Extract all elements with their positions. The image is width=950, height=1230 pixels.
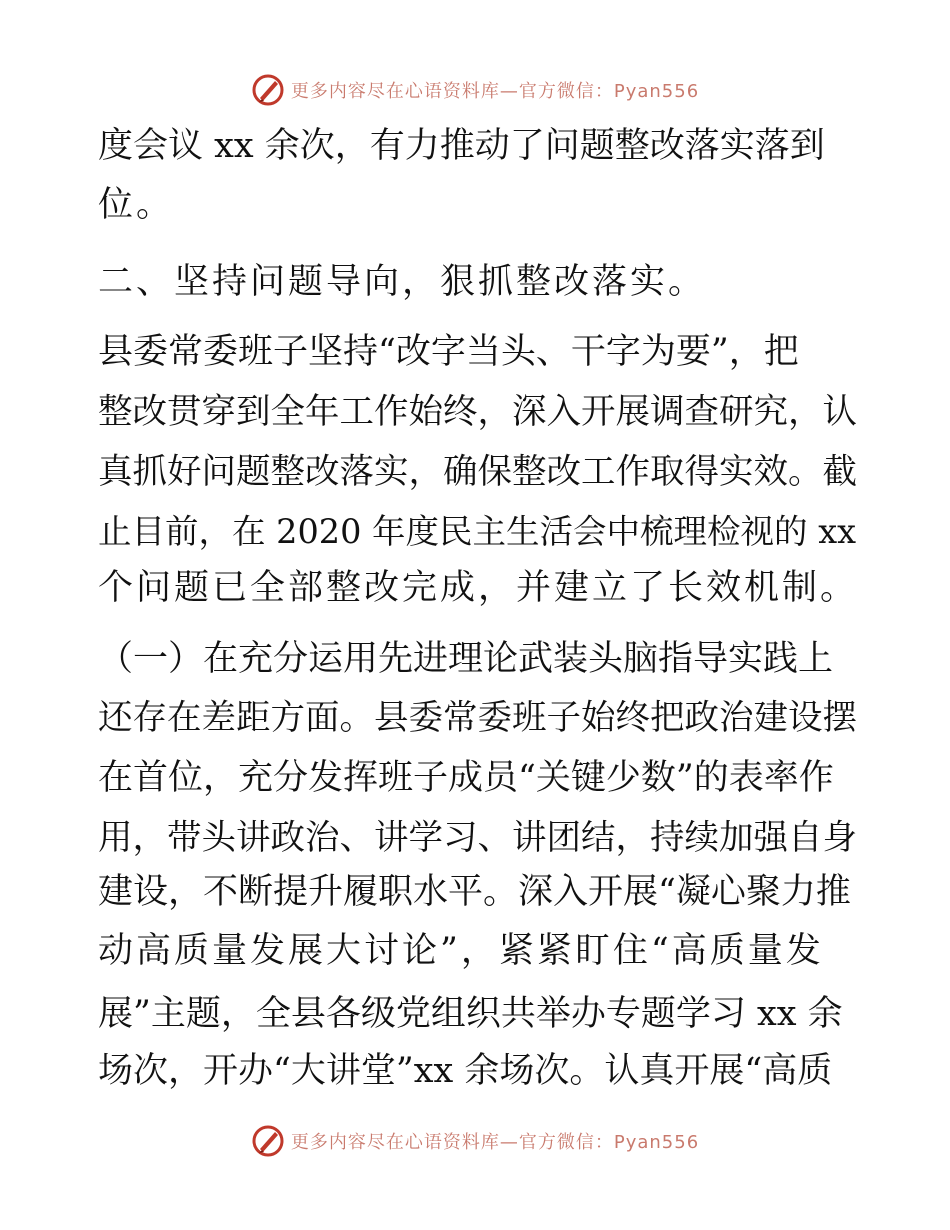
red-pen-seal-icon (251, 73, 285, 107)
watermark-text: 更多内容尽在心语资料库—官方微信：Pyan556 (290, 1132, 700, 1153)
text-line: 县委常委班子坚持“改字当头、干字为要”，把 (98, 332, 799, 372)
watermark-header (0, 70, 950, 110)
text-line: 止目前，在 2020 年度民主生活会中梳理检视的 xx (98, 512, 856, 551)
red-pen-seal-icon (251, 1124, 285, 1158)
text-line: 整改贯穿到全年工作始终，深入开展调查研究，认 (98, 392, 857, 432)
text-line: 度会议 xx 余次，有力推动了问题整改落实落到 (98, 126, 825, 166)
text-line: 用，带头讲政治、讲学习、讲团结，持续加强自身 (98, 818, 857, 858)
subsection-heading: （一）在充分运用先进理论武装头脑指导实践上 (98, 639, 834, 679)
text-line: 个问题已全部整改完成，并建立了长效机制。 (98, 568, 859, 608)
text-line: 展”主题，全县各级党组织共举办专题学习 xx 余 (98, 994, 843, 1034)
section-heading: 二、坚持问题导向，狠抓整改落实。 (98, 262, 707, 302)
text-line: 还存在差距方面。县委常委班子始终把政治建设摆 (98, 698, 857, 738)
watermark-footer (0, 1121, 950, 1161)
text-line: 真抓好问题整改落实，确保整改工作取得实效。截 (98, 452, 857, 492)
text-line: 建设，不断提升履职水平。深入开展“凝心聚力推 (98, 872, 851, 912)
watermark-text: 更多内容尽在心语资料库—官方微信：Pyan556 (290, 81, 700, 102)
text-line: 动高质量发展大讨论”，紧紧盯住“高质量发 (98, 931, 824, 971)
text-line: 位。 (98, 185, 175, 225)
text-line: 场次，开办“大讲堂”xx 余场次。认真开展“高质 (98, 1051, 833, 1091)
text-line: 在首位，充分发挥班子成员“关键少数”的表率作 (98, 758, 834, 798)
